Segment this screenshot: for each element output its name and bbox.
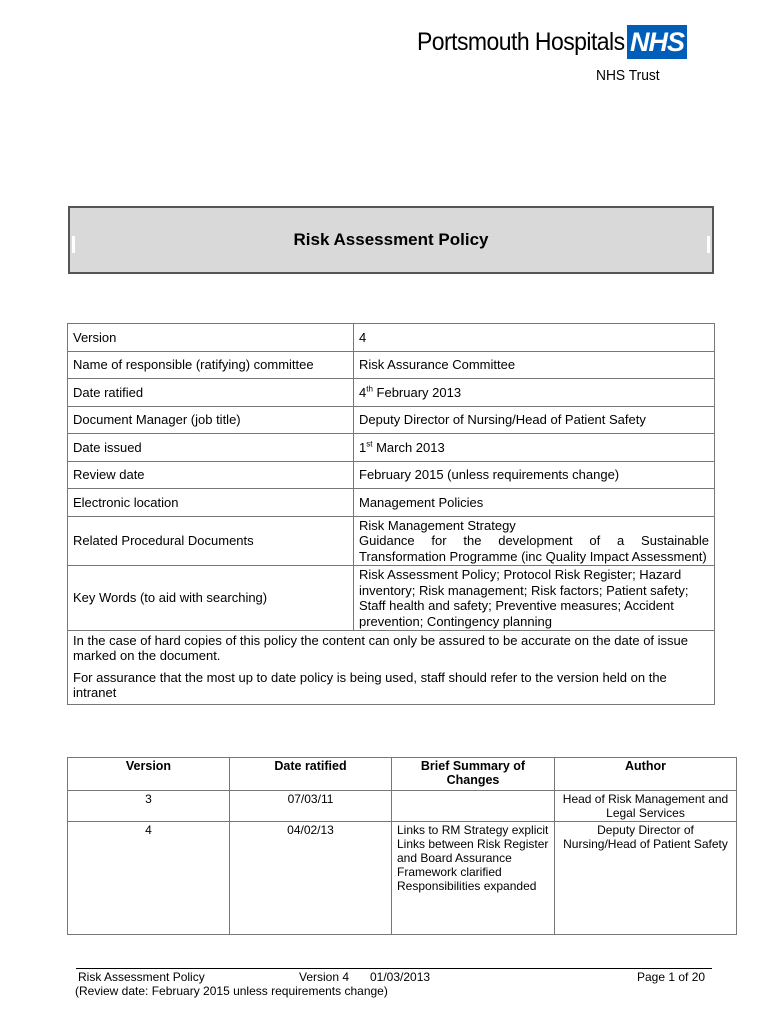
table-row <box>68 406 715 434</box>
document-title: Risk Assessment Policy <box>293 230 489 249</box>
table-row <box>68 379 715 407</box>
field-label: Date ratified <box>68 379 354 407</box>
table-row <box>68 822 737 935</box>
assurance-note <box>68 631 715 705</box>
title-box <box>68 206 714 274</box>
organisation-name: Portsmouth Hospitals <box>417 28 625 56</box>
date-issued-value: 1st March 2013 <box>354 434 715 462</box>
committee-value: Risk Assurance Committee <box>354 351 715 379</box>
review-date-value: February 2015 (unless requirements change) <box>354 461 715 489</box>
table-row <box>68 516 715 566</box>
footer-page-number: Page 1 of 20 <box>637 970 706 984</box>
field-label: Document Manager (job title) <box>68 406 354 434</box>
version-cell: 3 <box>68 791 230 822</box>
summary-cell: Links to RM Strategy explicit Links between Risk Register and Board Assurance Framework clarified Responsibilities expanded <box>392 822 555 935</box>
related-documents-value: Risk Management Strategy Guidance for the development of a Sustainable Transformation Programme (inc Quality Impact Assessment) <box>354 516 715 566</box>
right-edge-mark <box>707 236 710 253</box>
footer-review-note: (Review date: February 2015 unless requirements change) <box>75 984 388 998</box>
column-header: Version <box>68 758 230 791</box>
table-row <box>68 434 715 462</box>
assurance-note-1: In the case of hard copies of this policy the content can only be assured to be accurate on the date of issue marked on the document. <box>73 633 688 663</box>
summary-cell <box>392 791 555 822</box>
field-label: Name of responsible (ratifying) committee <box>68 351 354 379</box>
document-info-table <box>67 323 715 705</box>
key-words-value: Risk Assessment Policy; Protocol Risk Register; Hazard inventory; Risk management; Risk factors; Patient safety; Staff health and safety; Preventive measures; Accident prevention; Contingency planning <box>354 566 715 631</box>
author-cell: Deputy Director of Nursing/Head of Patient Safety <box>555 822 737 935</box>
column-header: Author <box>555 758 737 791</box>
document-manager-value: Deputy Director of Nursing/Head of Patient Safety <box>354 406 715 434</box>
nhs-logo: NHS <box>627 25 687 59</box>
field-label: Date issued <box>68 434 354 462</box>
version-value: 4 <box>354 324 715 352</box>
field-label: Key Words (to aid with searching) <box>68 566 354 631</box>
version-history-table <box>67 757 737 935</box>
table-row <box>68 566 715 631</box>
author-cell: Head of Risk Management and Legal Services <box>555 791 737 822</box>
footer-divider <box>76 968 712 969</box>
date-ratified-value: 4th February 2013 <box>354 379 715 407</box>
footer-document-name: Risk Assessment Policy <box>78 970 205 984</box>
table-row <box>68 631 715 705</box>
table-row <box>68 351 715 379</box>
table-row <box>68 489 715 517</box>
field-label: Review date <box>68 461 354 489</box>
version-cell: 4 <box>68 822 230 935</box>
field-label: Related Procedural Documents <box>68 516 354 566</box>
table-row <box>68 461 715 489</box>
footer-version: Version 4 <box>299 970 350 984</box>
footer-date: 01/03/2013 <box>370 970 431 984</box>
field-label: Electronic location <box>68 489 354 517</box>
date-cell: 04/02/13 <box>230 822 392 935</box>
table-header-row <box>68 758 737 791</box>
organisation-subtitle: NHS Trust <box>596 67 660 84</box>
assurance-note-2: For assurance that the most up to date policy is being used, staff should refer to the version held on the intranet <box>73 670 667 700</box>
column-header: Brief Summary of Changes <box>392 758 555 791</box>
table-row <box>68 324 715 352</box>
field-label: Version <box>68 324 354 352</box>
date-cell: 07/03/11 <box>230 791 392 822</box>
column-header: Date ratified <box>230 758 392 791</box>
table-row <box>68 791 737 822</box>
electronic-location-value: Management Policies <box>354 489 715 517</box>
